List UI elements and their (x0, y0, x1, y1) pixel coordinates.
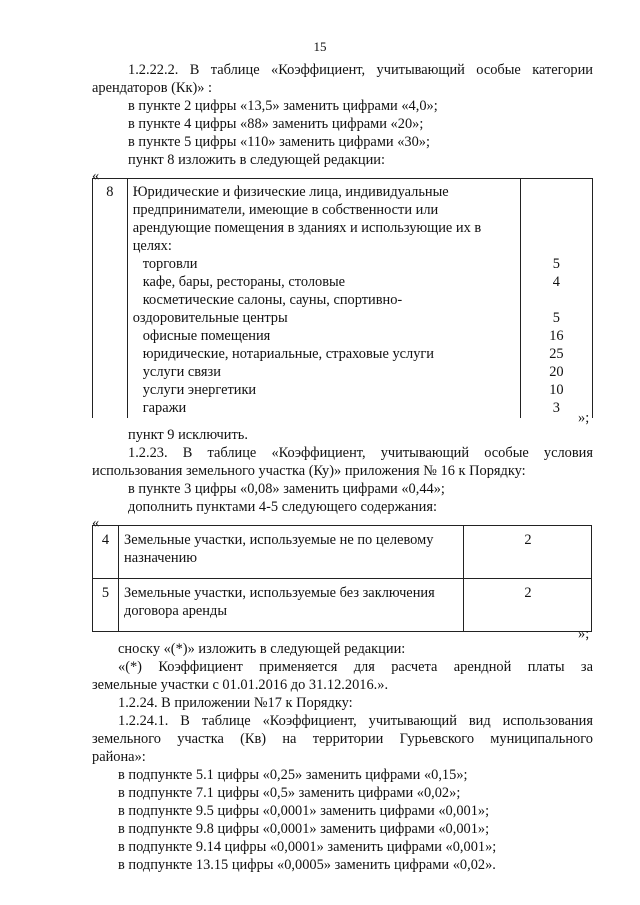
value-cell (521, 220, 592, 238)
text-line: Юридические и физические лица, индивидуальные (132, 184, 449, 200)
value-cell: 3 (552, 400, 560, 416)
value-cell: 4 (552, 274, 560, 290)
row-number: 4 (93, 526, 119, 579)
text-line: договора аренды (124, 602, 227, 619)
text-line: предприниматели, имеющие в собственности или (132, 202, 439, 218)
value-cell: 20 (549, 364, 564, 380)
value-cell: 10 (549, 382, 564, 398)
row-number: 8 (93, 179, 128, 419)
table-row (93, 526, 592, 579)
row-text (119, 526, 464, 579)
text-line: офисные помещения (142, 328, 271, 344)
paragraph-line: 1.2.24.1. В таблице «Коэффициент, учитывающий вид использования (118, 713, 593, 729)
paragraph-line: пункт 9 исключить. (128, 427, 248, 443)
paragraph-line: земельного участка (Кв) на территории Гурьевского муниципального (92, 731, 593, 747)
row-text (127, 179, 520, 419)
text-line: оздоровительные центры (132, 310, 288, 326)
value-cell: 2 (464, 579, 592, 632)
list-item: в пункте 2 цифры «13,5» заменить цифрами «4,0»; (128, 98, 438, 114)
table-coefficient-ku (92, 525, 592, 632)
row-number: 5 (93, 579, 119, 632)
paragraph-line: сноску «(*)» изложить в следующей редакции: (118, 641, 406, 657)
list-item: в подпункте 9.14 цифры «0,0001» заменить цифрами «0,001»; (118, 839, 497, 855)
row-text (119, 579, 464, 632)
value-cell: 25 (549, 346, 564, 362)
paragraph-line: района»: (92, 749, 146, 765)
heading-line-2: арендаторов (Кк)» : (92, 80, 213, 96)
text-line: Земельные участки, используемые без заключения (124, 585, 435, 601)
table-coefficient-kk (92, 178, 593, 418)
value-cell: 5 (552, 310, 560, 326)
text-line: косметические салоны, сауны, спортивно- (142, 292, 403, 308)
list-item: пункт 8 изложить в следующей редакции: (128, 152, 385, 168)
paragraph-line: 1.2.23. В таблице «Коэффициент, учитывающий особые условия (128, 445, 593, 461)
text-line: торговли (142, 256, 198, 272)
paragraph-line: 1.2.24. В приложении №17 к Порядку: (118, 695, 353, 711)
list-item: в подпункте 9.8 цифры «0,0001» заменить цифрами «0,001»; (118, 821, 490, 837)
close-quote: »; (578, 626, 590, 642)
paragraph-line: земельные участки с 01.01.2016 до 31.12.2016.». (92, 677, 389, 693)
open-quote: « (92, 515, 100, 531)
paragraph-line: в пункте 3 цифры «0,08» заменить цифрами «0,44»; (128, 481, 445, 497)
list-item: в подпункте 13.15 цифры «0,0005» заменить цифрами «0,02». (118, 857, 496, 873)
paragraph-line: «(*) Коэффициент применяется для расчета арендной платы за (118, 659, 593, 675)
list-item: в подпункте 7.1 цифры «0,5» заменить цифрами «0,02»; (118, 785, 461, 801)
text-line: назначению (124, 549, 198, 566)
value-cell (521, 184, 592, 202)
close-quote: »; (578, 410, 590, 426)
text-line: услуги связи (142, 364, 221, 380)
paragraph-line: использования земельного участка (Ку)» приложения № 16 к Порядку: (92, 463, 526, 479)
text-line: кафе, бары, рестораны, столовые (142, 274, 346, 290)
text-line: гаражи (142, 400, 187, 416)
list-item: в пункте 5 цифры «110» заменить цифрами «30»; (128, 134, 430, 150)
page-number: 15 (313, 39, 327, 54)
paragraph-line: дополнить пунктами 4-5 следующего содержания: (128, 499, 437, 515)
list-item: в подпункте 5.1 цифры «0,25» заменить цифрами «0,15»; (118, 767, 468, 783)
list-item: в пункте 4 цифры «88» заменить цифрами «20»; (128, 116, 424, 132)
list-item: в подпункте 9.5 цифры «0,0001» заменить цифрами «0,001»; (118, 803, 490, 819)
value-cell: 2 (464, 526, 592, 579)
row-values (520, 179, 592, 419)
value-cell: 5 (552, 256, 560, 272)
text-line: юридические, нотариальные, страховые услуги (142, 346, 435, 362)
value-cell (521, 202, 592, 220)
value-cell (521, 292, 592, 310)
text-line: Земельные участки, используемые не по целевому (124, 532, 434, 548)
open-quote: « (92, 168, 100, 184)
value-cell: 16 (549, 328, 564, 344)
text-line: услуги энергетики (142, 382, 257, 398)
text-line: целях: (132, 238, 172, 254)
value-cell (521, 238, 592, 256)
text-line: арендующие помещения в зданиях и использующие их в (132, 220, 482, 236)
heading-line-1: 1.2.22.2. В таблице «Коэффициент, учитывающий особые категории (128, 62, 593, 78)
table-row (93, 579, 592, 632)
table-row (93, 179, 593, 419)
